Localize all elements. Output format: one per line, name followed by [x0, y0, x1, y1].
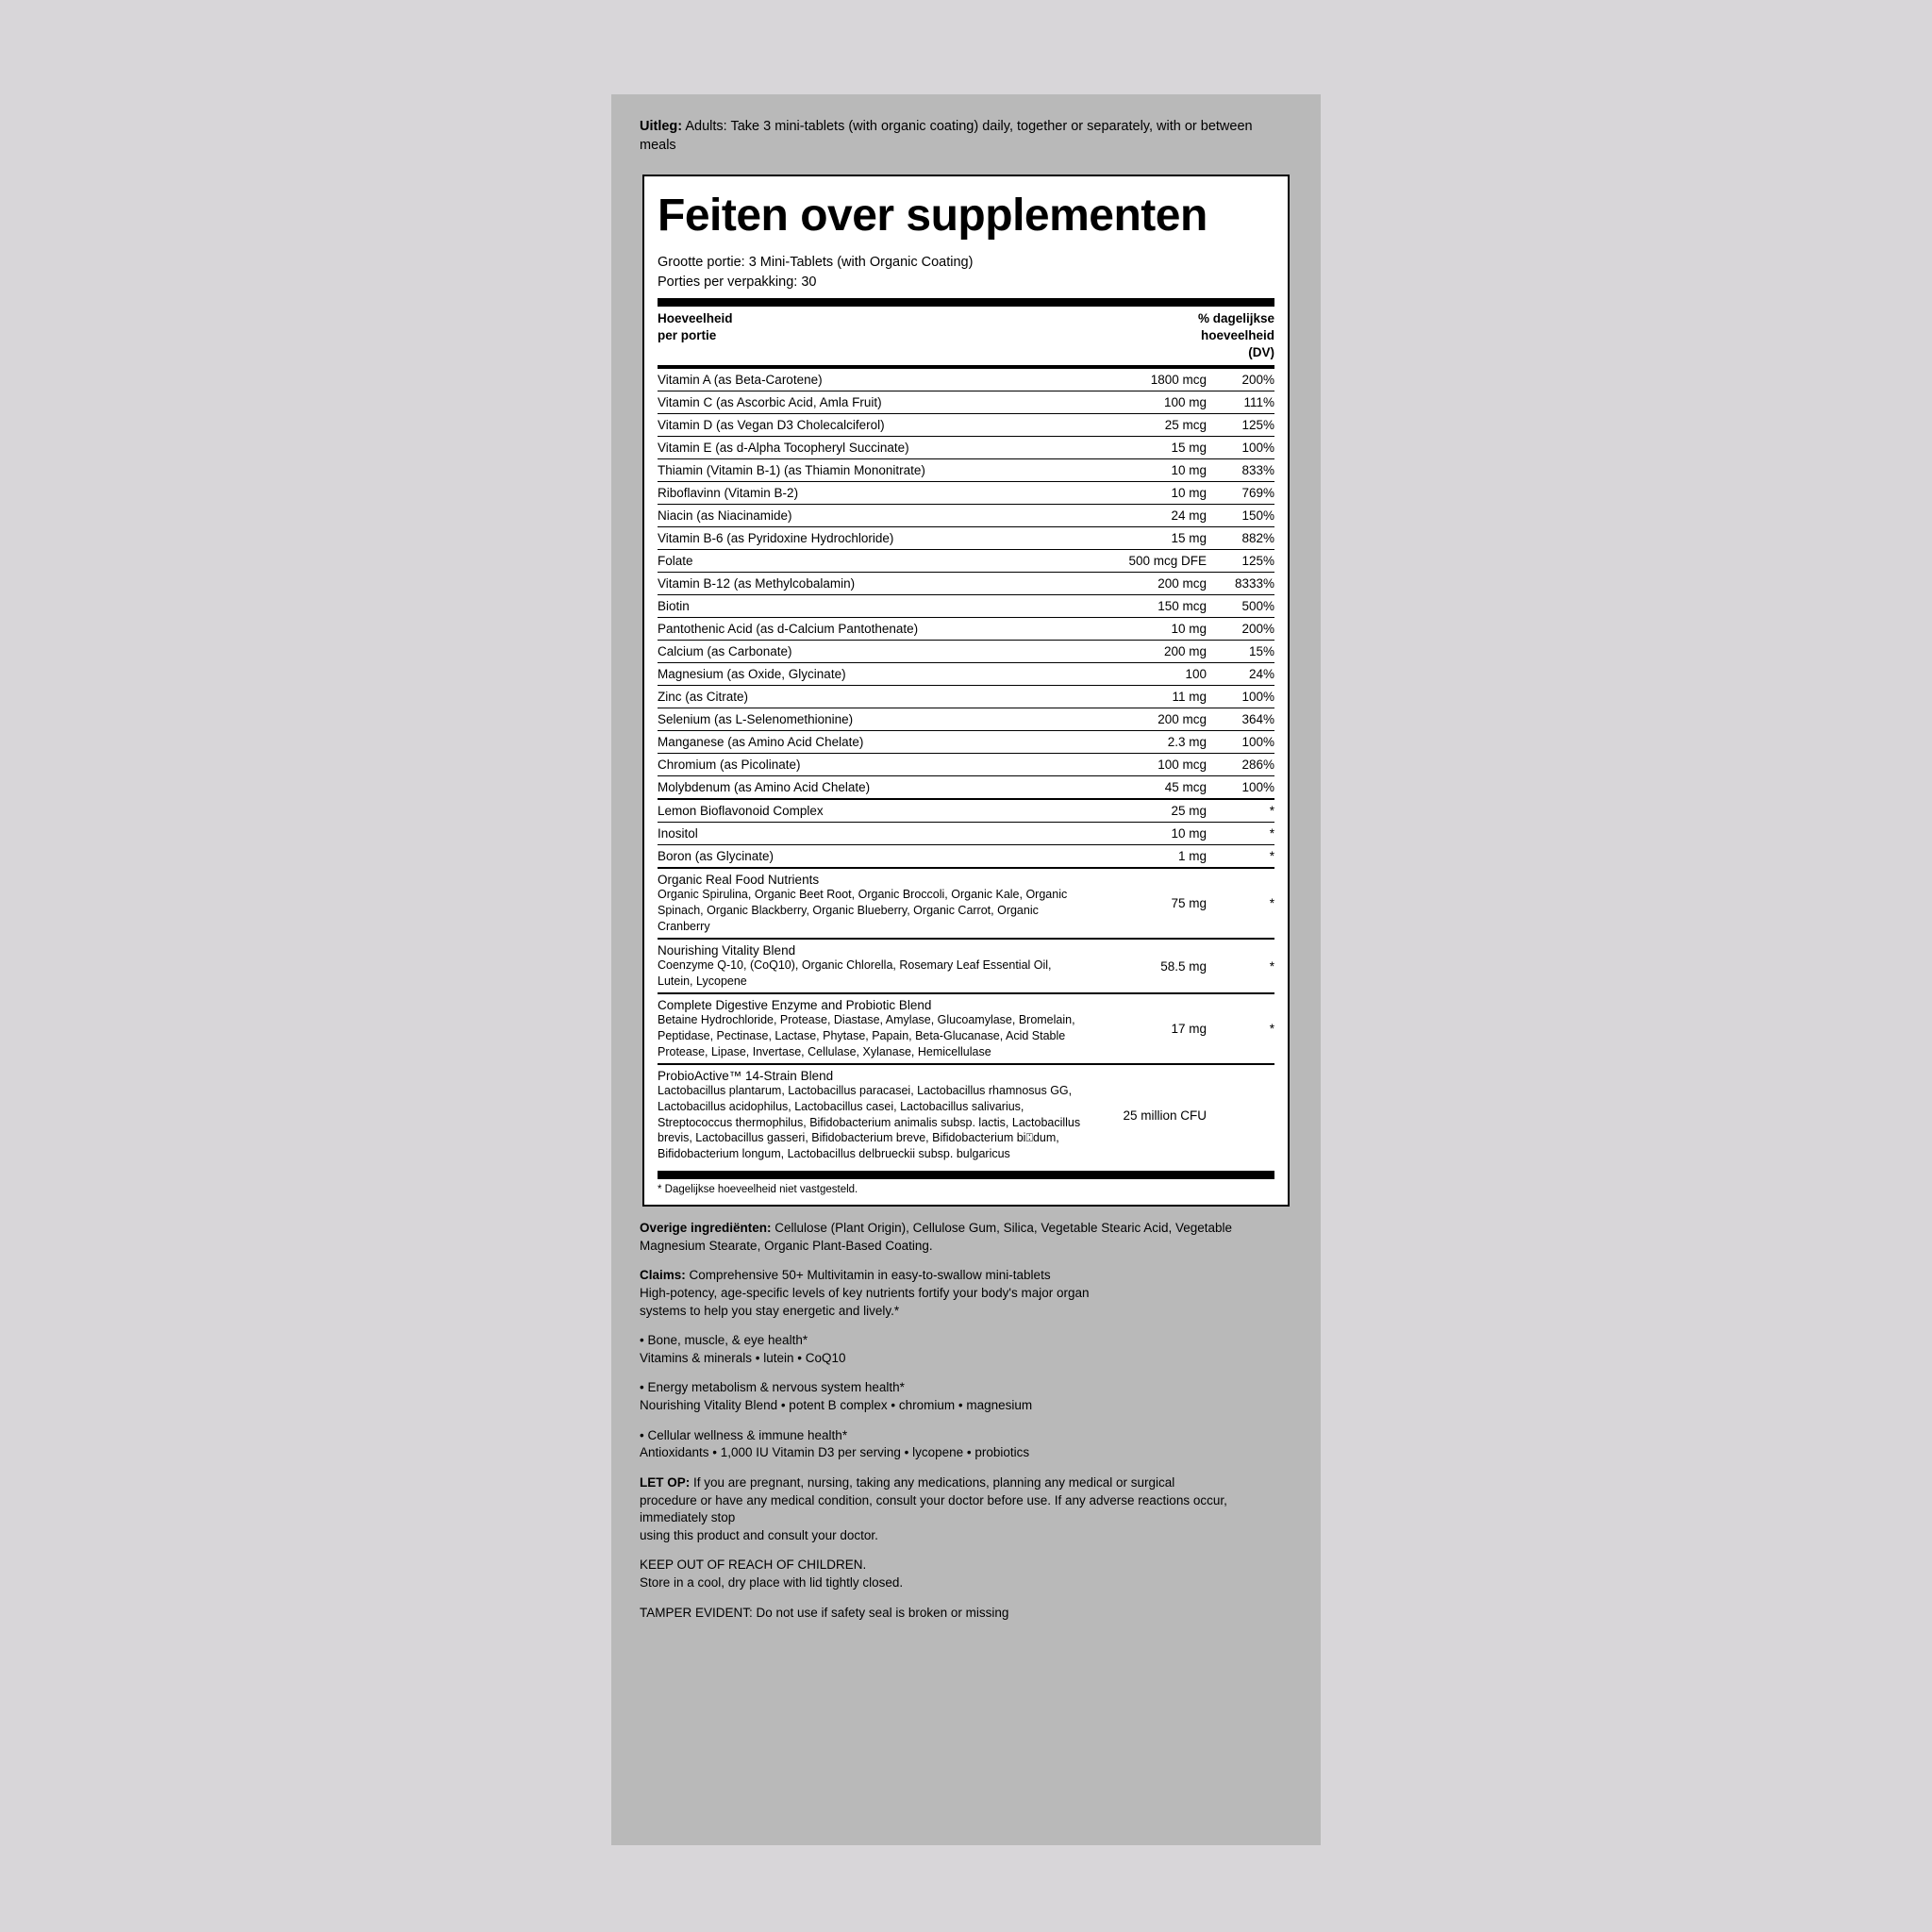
nutrient-row [658, 686, 1274, 708]
warning-line3: using this product and consult your doctor. [640, 1527, 878, 1542]
nutrient-row [658, 482, 1274, 505]
blend-amount: 25 million CFU [1084, 1064, 1207, 1165]
nutrient-amount: 100 mcg [1084, 754, 1207, 776]
nutrient-amount: 15 mg [1084, 437, 1207, 459]
directions-label: Uitleg: [640, 119, 683, 134]
nutrient-name: Calcium (as Carbonate) [658, 641, 1084, 663]
blend-ingredients: Organic Spirulina, Organic Beet Root, Organic Broccoli, Organic Kale, Organic Spinach, Organic Blackberry, Organic Blueberry, Organic Carrot, Organic Cranberry [658, 888, 1068, 933]
nutrient-name: Manganese (as Amino Acid Chelate) [658, 731, 1084, 754]
blend-daily-value: * [1207, 993, 1274, 1064]
benefit-1-heading: • Bone, muscle, & eye health* [640, 1333, 808, 1348]
header-amount-line2: per portie [658, 327, 717, 342]
nutrient-amount: 200 mcg [1084, 708, 1207, 731]
nutrient-amount: 25 mcg [1084, 414, 1207, 437]
nutrient-daily-value: 8333% [1207, 573, 1274, 595]
nutrient-daily-value: 286% [1207, 754, 1274, 776]
directions-body: Adults: Take 3 mini-tablets (with organic coating) daily, together or separately, with or between meals [640, 119, 1253, 153]
nutrient-daily-value: 882% [1207, 527, 1274, 550]
supplement-facts-title: Feiten over supplementen [658, 191, 1208, 241]
benefit-bullet-1 [640, 1332, 1292, 1367]
nutrient-amount: 2.3 mg [1084, 731, 1207, 754]
benefit-3-heading: • Cellular wellness & immune health* [640, 1427, 848, 1442]
nutrient-daily-value: 15% [1207, 641, 1274, 663]
nutrient-row [658, 799, 1274, 823]
nutrient-amount: 25 mg [1084, 799, 1207, 823]
nutrient-daily-value: * [1207, 845, 1274, 869]
nutrient-amount: 10 mg [1084, 482, 1207, 505]
nutrient-row [658, 505, 1274, 527]
nutrient-daily-value: 769% [1207, 482, 1274, 505]
blend-name: Organic Real Food Nutrients [658, 873, 820, 888]
nutrient-row [658, 369, 1274, 391]
nutrient-row [658, 527, 1274, 550]
nutrient-amount: 1 mg [1084, 845, 1207, 869]
nutrient-amount: 200 mcg [1084, 573, 1207, 595]
nutrient-row [658, 595, 1274, 618]
header-amount [658, 307, 891, 366]
blend-cell [658, 993, 1084, 1064]
nutrient-name: Folate [658, 550, 1084, 573]
blend-daily-value: * [1207, 939, 1274, 993]
nutrient-daily-value: 125% [1207, 414, 1274, 437]
benefit-2-detail: Nourishing Vitality Blend • potent B complex • chromium • magnesium [640, 1398, 1033, 1412]
nutrient-row [658, 823, 1274, 845]
claims-line3: systems to help you stay energetic and lively.* [640, 1303, 900, 1318]
nutrient-amount: 150 mcg [1084, 595, 1207, 618]
storage-instructions: Store in a cool, dry place with lid tightly closed. [640, 1575, 904, 1590]
nutrient-name: Magnesium (as Oxide, Glycinate) [658, 663, 1084, 686]
nutrient-row [658, 437, 1274, 459]
nutrient-name: Molybdenum (as Amino Acid Chelate) [658, 776, 1084, 800]
nutrient-row [658, 663, 1274, 686]
other-ingredients-body: Cellulose (Plant Origin), Cellulose Gum, Silica, Vegetable Stearic Acid, Vegetable Magnesium Stearate, Organic Plant-Based Coating. [640, 1221, 1233, 1253]
blend-ingredients: Lactobacillus plantarum, Lactobacillus paracasei, Lactobacillus rhamnosus GG, Lactobacillus acidophilus, Lactobacillus casei, Lactobacillus salivarius, Streptococcus thermophilus, Bifidobacterium animalis subsp. lactis, Lactobacillus brevis, Lactobacillus gasseri, Bifidobacterium breve, Bifidobacterium bi⍠dum, Bifidobacterium longum, Lactobacillus delbrueckii subsp. bulgaricus [658, 1084, 1081, 1160]
nutrient-daily-value: * [1207, 823, 1274, 845]
benefit-2-heading: • Energy metabolism & nervous system health* [640, 1380, 905, 1395]
label-body-text [640, 1220, 1292, 1634]
nutrient-amount: 10 mg [1084, 823, 1207, 845]
tamper-evident: TAMPER EVIDENT: Do not use if safety seal is broken or missing [640, 1605, 1009, 1620]
storage-block [640, 1557, 1292, 1591]
nutrient-daily-value: 100% [1207, 731, 1274, 754]
blend-row [658, 993, 1274, 1064]
header-dv-line3: (DV) [1248, 345, 1274, 360]
nutrient-amount: 100 [1084, 663, 1207, 686]
nutrient-name: Biotin [658, 595, 1084, 618]
header-daily-value [891, 307, 1274, 366]
header-amount-line1: Hoeveelheid [658, 310, 733, 325]
warning-label: LET OP: [640, 1474, 691, 1490]
nutrient-row [658, 641, 1274, 663]
blend-cell [658, 1064, 1084, 1165]
claims-line2: High-potency, age-specific levels of key nutrients fortify your body's major organ [640, 1285, 1090, 1300]
nutrient-row [658, 708, 1274, 731]
nutrient-amount: 45 mcg [1084, 776, 1207, 800]
nutrient-daily-value: 364% [1207, 708, 1274, 731]
nutrient-daily-value: 500% [1207, 595, 1274, 618]
keep-out-of-reach: KEEP OUT OF REACH OF CHILDREN. [640, 1557, 867, 1573]
nutrient-row [658, 731, 1274, 754]
blend-daily-value [1207, 1064, 1274, 1165]
other-ingredients [640, 1220, 1292, 1255]
nutrient-row [658, 414, 1274, 437]
nutrient-name: Niacin (as Niacinamide) [658, 505, 1084, 527]
nutrient-name: Riboflavinn (Vitamin B-2) [658, 482, 1084, 505]
nutrient-rows-table [658, 369, 1274, 1165]
nutrient-amount: 24 mg [1084, 505, 1207, 527]
nutrient-daily-value: 833% [1207, 459, 1274, 482]
nutrient-amount: 100 mg [1084, 391, 1207, 414]
nutrient-daily-value: 24% [1207, 663, 1274, 686]
serving-size: Grootte portie: 3 Mini-Tablets (with Organic Coating) [658, 254, 974, 270]
divider-thick-top [658, 298, 1274, 307]
directions-text [640, 118, 1292, 155]
nutrient-name: Vitamin C (as Ascorbic Acid, Amla Fruit) [658, 391, 1084, 414]
nutrient-name: Pantothenic Acid (as d-Calcium Pantothenate) [658, 618, 1084, 641]
blend-amount: 17 mg [1084, 993, 1207, 1064]
nutrient-name: Zinc (as Citrate) [658, 686, 1084, 708]
blend-daily-value: * [1207, 868, 1274, 939]
nutrient-name: Selenium (as L-Selenomethionine) [658, 708, 1084, 731]
nutrient-row [658, 550, 1274, 573]
header-dv-line1: % dagelijkse [1197, 310, 1274, 325]
dv-footnote: * Dagelijkse hoeveelheid niet vastgesteld. [658, 1184, 858, 1196]
warning-line1: If you are pregnant, nursing, taking any medications, planning any medical or surgical [693, 1474, 1175, 1490]
blend-cell [658, 868, 1084, 939]
blend-name: Nourishing Vitality Blend [658, 943, 796, 958]
nutrient-row [658, 845, 1274, 869]
other-ingredients-label: Overige ingrediënten: [640, 1221, 772, 1235]
nutrient-daily-value: 100% [1207, 776, 1274, 800]
blend-name: ProbioActive™ 14-Strain Blend [658, 1069, 834, 1084]
benefit-bullet-2 [640, 1379, 1292, 1414]
nutrient-daily-value: 125% [1207, 550, 1274, 573]
nutrient-daily-value: 200% [1241, 373, 1274, 388]
supplement-facts-box [642, 175, 1290, 1207]
nutrient-amount: 10 mg [1084, 459, 1207, 482]
warning-line2: procedure or have any medical condition, consult your doctor before use. If any adverse reactions occur, immediately stop [640, 1492, 1227, 1525]
nutrient-name: Lemon Bioflavonoid Complex [658, 799, 1084, 823]
nutrient-name: Vitamin D (as Vegan D3 Cholecalciferol) [658, 414, 1084, 437]
nutrient-name: Vitamin B-6 (as Pyridoxine Hydrochloride) [658, 527, 1084, 550]
nutrient-name: Chromium (as Picolinate) [658, 754, 1084, 776]
nutrient-amount: 15 mg [1084, 527, 1207, 550]
divider-thick-bottom [658, 1171, 1274, 1179]
blend-name: Complete Digestive Enzyme and Probiotic Blend [658, 998, 932, 1013]
claims-line1: Comprehensive 50+ Multivitamin in easy-to-swallow mini-tablets [689, 1268, 1051, 1283]
nutrient-daily-value: 100% [1207, 437, 1274, 459]
table-header-row [658, 307, 1274, 366]
nutrient-row [658, 776, 1274, 800]
nutrient-name: Vitamin E (as d-Alpha Tocopheryl Succinate) [658, 437, 1084, 459]
blend-row [658, 868, 1274, 939]
nutrient-row [658, 391, 1274, 414]
nutrient-row [658, 573, 1274, 595]
benefit-3-detail: Antioxidants • 1,000 IU Vitamin D3 per serving • lycopene • probiotics [640, 1445, 1030, 1460]
nutrient-amount: 11 mg [1084, 686, 1207, 708]
nutrient-amount: 500 mcg DFE [1084, 550, 1207, 573]
blend-row [658, 1064, 1274, 1165]
header-dv-line2: hoeveelheid [1200, 327, 1274, 342]
warning-block [640, 1474, 1292, 1545]
nutrient-amount: 10 mg [1084, 618, 1207, 641]
supplement-label-panel [611, 94, 1321, 1845]
claims-block [640, 1267, 1292, 1320]
nutrient-amount: 200 mg [1084, 641, 1207, 663]
blend-ingredients: Betaine Hydrochloride, Protease, Diastase, Amylase, Glucoamylase, Bromelain, Peptidase, Pectinase, Lactase, Phytase, Papain, Beta-Glucanase, Acid Stable Protease, Lipase, Invertase, Cellulase, Xylanase, Hemicellulase [658, 1013, 1075, 1058]
blend-amount: 58.5 mg [1084, 939, 1207, 993]
benefit-1-detail: Vitamins & minerals • lutein • CoQ10 [640, 1350, 846, 1365]
nutrient-row [658, 459, 1274, 482]
blend-amount: 75 mg [1084, 868, 1207, 939]
nutrient-name: Boron (as Glycinate) [658, 845, 1084, 869]
nutrient-daily-value: 150% [1207, 505, 1274, 527]
nutrient-row [658, 754, 1274, 776]
claims-label: Claims: [640, 1268, 686, 1283]
nutrient-name: Thiamin (Vitamin B-1) (as Thiamin Mononitrate) [658, 459, 1084, 482]
nutrient-name: Inositol [658, 823, 1084, 845]
nutrient-daily-value: 111% [1207, 391, 1274, 414]
nutrient-daily-value: * [1207, 799, 1274, 823]
servings-per-container: Porties per verpakking: 30 [658, 274, 817, 290]
nutrient-amount: 1800 mcg [1150, 373, 1207, 388]
nutrient-row [658, 618, 1274, 641]
nutrient-name: Vitamin A (as Beta-Carotene) [658, 373, 823, 388]
nutrient-daily-value: 100% [1207, 686, 1274, 708]
blend-row [658, 939, 1274, 993]
benefit-bullet-3 [640, 1427, 1292, 1462]
blend-ingredients: Coenzyme Q-10, (CoQ10), Organic Chlorella, Rosemary Leaf Essential Oil, Lutein, Lycopene [658, 958, 1052, 988]
nutrient-daily-value: 200% [1207, 618, 1274, 641]
nutrient-name: Vitamin B-12 (as Methylcobalamin) [658, 573, 1084, 595]
blend-cell [658, 939, 1084, 993]
nutrition-table [658, 307, 1274, 366]
